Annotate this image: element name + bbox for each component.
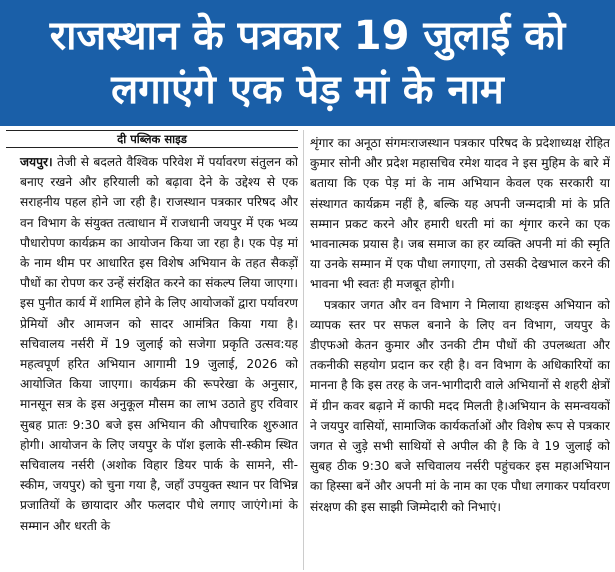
article-text-left-1: तेजी से बदलते वैश्विक परिवेश में पर्यावरण संतुलन को बनाए रखने और हरियाली को बढ़ावा देने के उद्देश्य से एक सराहनीय पहल होने जा रही है। राजस्थान पत्रकार परिषद और वन विभाग के संयुक्त तत्वाधान में राजधानी जयपुर में एक भव्य पौधारोपण कार्यक्रम का आयोजन किया जा रहा है। एक पेड़ मां के नाम थीम पर आधारित इस विशेष अभियान के तहत सैकड़ों पौधों का रोपण कर उन्हें संरक्षित करने का संकल्प लिया जाएगा। इस पुनीत कार्य में शामिल होने के लिए आयोजकों द्वारा पर्यावरण प्रेमियों और आमजन को सादर आमंत्रित किया गया है।सचिवालय नर्सरी में 19 जुलाई को सजेगा प्रकृति उत्सव:यह महत्वपूर्ण हरित अभियान आगामी 19 जुलाई, 2026 को आयोजित किया जाएगा। कार्यक्रम की रूपरेखा के अनुसार, मानसून सत्र के इस अनुकूल मौसम का लाभ उठाते हुए रविवार सुबह प्रातः 9:30 बजे इस अभियान की औपचारिक शुरुआत होगी। आयोजन के लिए जयपुर के पॉश इलाके सी-स्कीम स्थित सचिवालय नर्सरी (अशोक विहार डियर पार्क के सामने, सी-स्कीम, जयपुर) को चुना गया है, जहाँ उपयुक्त स्थान पर विभिन्न प्रजातियों के छायादार और फलदार पौधे लगाए जाएंगे।मां के सम्मान और धरती के bbox=[20, 155, 298, 533]
headline-banner bbox=[0, 0, 615, 126]
article-column-left bbox=[6, 152, 298, 570]
article-column-right bbox=[310, 133, 610, 570]
dateline: जयपुर। bbox=[20, 155, 53, 169]
column-divider bbox=[303, 130, 304, 570]
headline-line-2: लगाएंगे एक पेड़ मां के नाम bbox=[111, 67, 504, 113]
article-paragraph-right-2: पत्रकार जगत और वन विभाग ने मिलाया हाथःइस अभियान को व्यापक स्तर पर सफल बनाने के लिए वन विभाग, जयपुर के डीएफओ केतन कुमार और उनकी टीम पौधों की उपलब्धता और तकनीकी सहयोग प्रदान कर रही है। वन विभाग के अधिकारियों का मानना है कि इस तरह के जन-भागीदारी वाले अभियानों से शहरी क्षेत्रों में ग्रीन कवर बढ़ाने में काफी मदद मिलती है।अभियान के समन्वयकों ने जयपुर वासियों, सामाजिक कार्यकर्ताओं और विशेष रूप से पत्रकार जगत से जुड़े सभी साथियों से अपील की है कि वे 19 जुलाई को सुबह ठीक 9:30 बजे सचिवालय नर्सरी पहुंचकर इस महाअभियान का हिस्सा बनें और अपनी मां के नाम का एक पौधा लगाकर पर्यावरण संरक्षण की इस साझी जिम्मेदारी को निभाएं। bbox=[310, 297, 610, 514]
headline-line-1: राजस्थान के पत्रकार 19 जुलाई को bbox=[49, 13, 566, 59]
article-paragraph bbox=[6, 152, 298, 536]
article-paragraph-right-1: शृंगार का अनूठा संगमःराजस्थान पत्रकार परिषद के प्रदेशाध्यक्ष रोहित कुमार सोनी और प्रदेश महासचिव रमेश यादव ने इस मुहिम के बारे में बताया कि एक पेड़ मां के नाम अभियान केवल एक सरकारी या संस्थागत कार्यक्रम नहीं है, बल्कि यह अपनी जन्मदात्री मां के प्रति सम्मान प्रकट करने और हमारी धरती मां का शृंगार करने का एक भावनात्मक प्रयास है। जब समाज का हर व्यक्ति अपनी मां की स्मृति या उनके सम्मान में एक पौधा लगाएगा, तो उसकी देखभाल करने की भावना भी स्वतः ही मजबूत होगी। bbox=[310, 136, 610, 292]
byline: दी पब्लिक साइड bbox=[6, 130, 298, 148]
